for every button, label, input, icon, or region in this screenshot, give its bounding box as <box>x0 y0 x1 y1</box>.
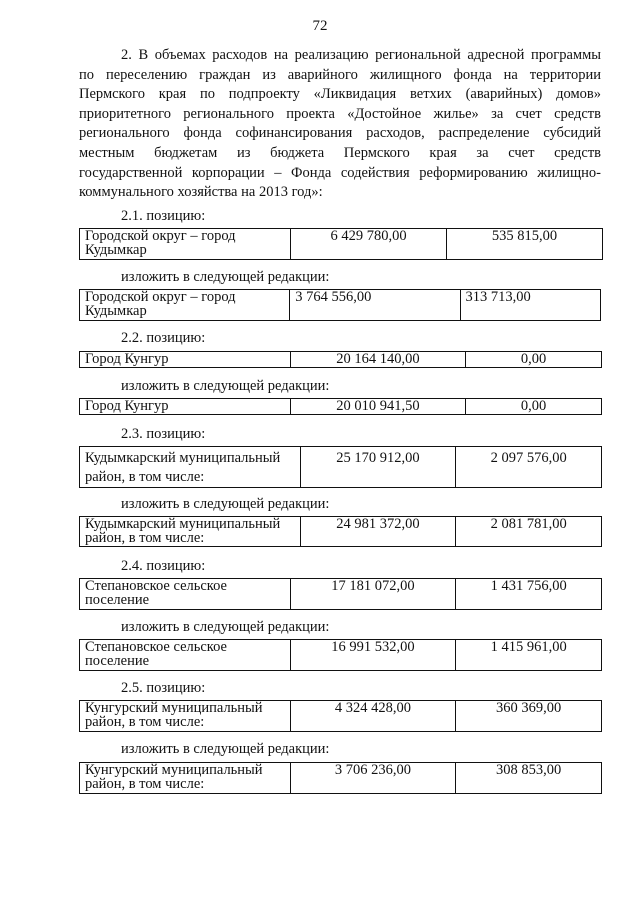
row-value-1: 24 981 372,00 <box>300 517 456 547</box>
row-name: Город Кунгур <box>80 352 291 368</box>
row-value-2: 308 853,00 <box>456 763 602 794</box>
intro-paragraph <box>79 46 601 203</box>
table-row <box>79 289 601 321</box>
row-value-2: 535 815,00 <box>447 229 603 260</box>
row-value-2: 1 415 961,00 <box>456 640 602 671</box>
row-value-2: 2 081 781,00 <box>456 517 602 547</box>
intro-line: 2. В объемах расходов на реализацию региональной адресной программы <box>121 47 601 63</box>
row-name: Кудымкарский муниципальный район, в том числе: <box>80 447 301 488</box>
new-edition-label: изложить в следующей редакции: <box>121 741 330 757</box>
row-value-2: 313 713,00 <box>460 290 601 321</box>
row-value-2: 2 097 576,00 <box>456 447 602 488</box>
row-value-1: 20 164 140,00 <box>290 352 466 368</box>
row-value-1: 17 181 072,00 <box>290 579 456 610</box>
row-name: Кудымкарский муниципальный район, в том числе: <box>80 517 301 547</box>
intro-line: Пермского края по подпроекту «Ликвидация ветхих (аварийных) домов» <box>79 86 601 103</box>
row-value-1: 16 991 532,00 <box>290 640 456 671</box>
new-edition-label: изложить в следующей редакции: <box>121 269 330 285</box>
row-value-1: 3 706 236,00 <box>290 763 456 794</box>
table-row <box>79 762 602 794</box>
table-row <box>79 446 602 488</box>
intro-line: приоритетного регионального проекта «Достойное жилье» за счет средств <box>79 105 601 122</box>
row-value-1: 20 010 941,50 <box>290 399 466 415</box>
intro-line: коммунального хозяйства на 2013 год»: <box>79 184 323 201</box>
row-name: Кунгурский муниципальный район, в том числе: <box>80 701 291 732</box>
row-value-2: 1 431 756,00 <box>456 579 602 610</box>
row-name: Кунгурский муниципальный район, в том числе: <box>80 763 291 794</box>
position-label-2-5: 2.5. позицию: <box>121 680 206 696</box>
new-edition-label: изложить в следующей редакции: <box>121 378 330 394</box>
position-label-2-4: 2.4. позицию: <box>121 558 206 574</box>
row-value-2: 360 369,00 <box>456 701 602 732</box>
position-label-2-1: 2.1. позицию: <box>121 208 206 224</box>
intro-line: регионального фонда софинансирования расходов, распределение субсидий <box>79 125 601 142</box>
intro-line: местным бюджетам из бюджета Пермского края за счет средств <box>79 144 601 161</box>
position-label-2-2: 2.2. позицию: <box>121 330 206 346</box>
intro-line: государственной корпорации – Фонда содействия реформированию жилищно- <box>79 164 601 181</box>
row-name: Степановское сельское поселение <box>80 640 291 671</box>
table-row <box>79 578 602 610</box>
table-row <box>79 228 603 260</box>
row-value-2: 0,00 <box>466 399 602 415</box>
intro-line: по переселению граждан из аварийного жилищного фонда на территории <box>79 66 601 83</box>
row-name: Городской округ – город Кудымкар <box>80 290 290 321</box>
new-edition-label: изложить в следующей редакции: <box>121 619 330 635</box>
row-name: Степановское сельское поселение <box>80 579 291 610</box>
page-number: 72 <box>312 18 328 34</box>
row-value-1: 3 764 556,00 <box>290 290 460 321</box>
table-row <box>79 700 602 732</box>
row-value-1: 4 324 428,00 <box>290 701 456 732</box>
row-value-1: 25 170 912,00 <box>300 447 456 488</box>
table-row <box>79 351 602 368</box>
table-row <box>79 639 602 671</box>
row-name: Городской округ – город Кудымкар <box>80 229 291 260</box>
position-label-2-3: 2.3. позицию: <box>121 426 206 442</box>
row-name: Город Кунгур <box>80 399 291 415</box>
row-value-2: 0,00 <box>466 352 602 368</box>
table-row <box>79 516 602 547</box>
table-row <box>79 398 602 415</box>
row-value-1: 6 429 780,00 <box>291 229 447 260</box>
new-edition-label: изложить в следующей редакции: <box>121 496 330 512</box>
